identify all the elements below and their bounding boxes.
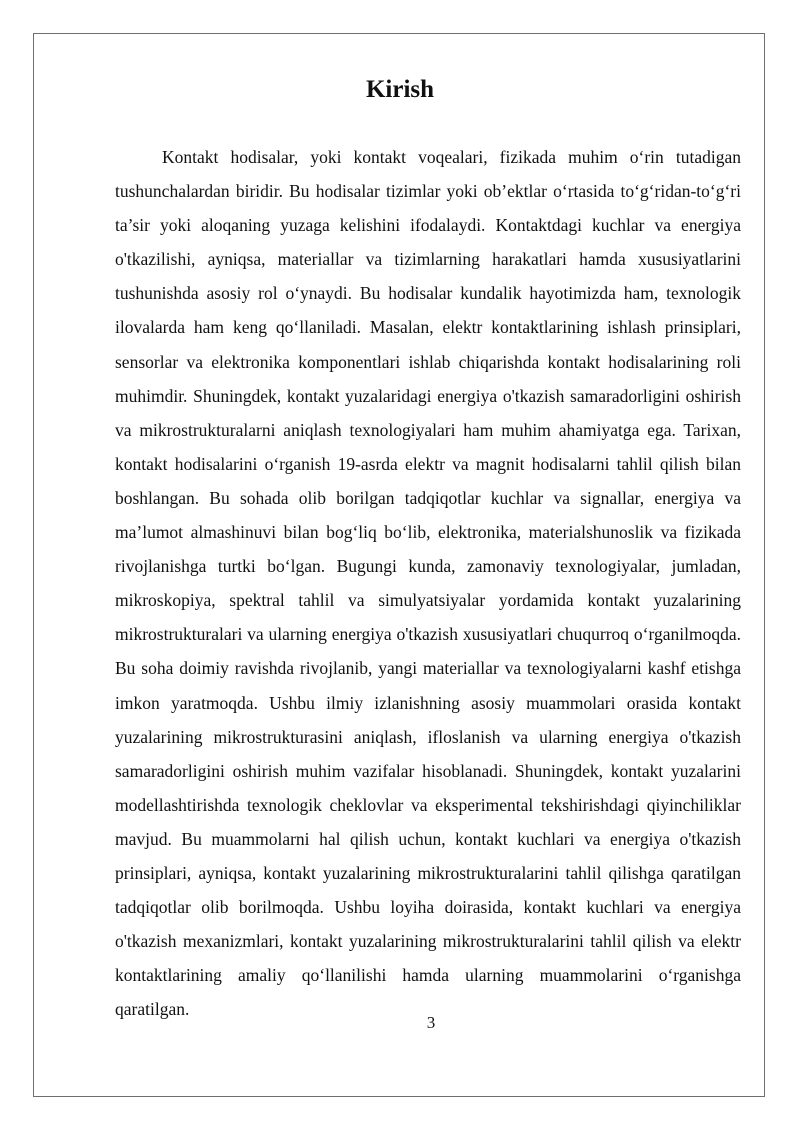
body-paragraph: Kontakt hodisalar, yoki kontakt voqealari, fizikada muhim o‘rin tutadigan tushunchalardan biridir. Bu hodisalar tizimlar yoki ob’ektlar o‘rtasida to‘g‘ridan-to‘g‘ri ta’sir yoki aloqaning yuzaga kelishini ifodalaydi. Kontaktdagi kuchlar va energiya o'tkazilishi, ayniqsa, materiallar va tizimlarning harakatlari hamda xususiyatlarini tushunishda asosiy rol o‘ynaydi. Bu hodisalar kundalik hayotimizda ham, texnologik ilovalarda ham keng qo‘llaniladi. Masalan, elektr kontaktlarining ishlash prinsiplari, sensorlar va elektronika komponentlari ishlab chiqarishda kontakt hodisalarining roli muhimdir. Shuningdek, kontakt yuzalaridagi energiya o'tkazish samaradorligini oshirish va mikrostrukturalarni aniqlash texnologiyalari ham muhim ahamiyatga ega. Tarixan, kontakt hodisalarini o‘rganish 19-asrda elektr va magnit hodisalarni tahlil qilish bilan boshlangan. Bu sohada olib borilgan tadqiqotlar kuchlar va signallar, energiya va ma’lumot almashinuvi bilan bog‘liq bo‘lib, elektronika, materialshunoslik va fizikada rivojlanishga turtki bo‘lgan. Bugungi kunda, zamonaviy texnologiyalar, jumladan, mikroskopiya, spektral tahlil va simulyatsiyalar yordamida kontakt yuzalarining mikrostrukturalari va ularning energiya o'tkazish xususiyatlari chuqurroq o‘rganilmoqda. Bu soha doimiy ravishda rivojlanib, yangi materiallar va texnologiyalarni kashf etishga imkon yaratmoqda. Ushbu ilmiy izlanishning asosiy muammolari orasida kontakt yuzalarining mikrostrukturasini aniqlash, ifloslanish va ularning energiya o'tkazish samaradorligini oshirish muhim vazifalar hisoblanadi. Shuningdek, kontakt yuzalarini modellashtirishda texnologik cheklovlar va eksperimental tekshirishdagi qiyinchiliklar mavjud. Bu muammolarni hal qilish uchun, kontakt kuchlari va energiya o'tkazish prinsiplari, ayniqsa, kontakt yuzalarining mikrostrukturalarini tahlil qilishga qaratilgan tadqiqotlar olib borilmoqda. Ushbu loyiha doirasida, kontakt kuchlari va energiya o'tkazish mexanizmlari, kontakt yuzalarining mikrostrukturalarini tahlil qilish va elektr kontaktlarining amaliy qo‘llanilishi hamda ularning muammolarini o‘rganishga qaratilgan. [115, 147, 741, 1020]
page-number: 3 [426, 1013, 436, 1032]
page-title: Kirish [365, 76, 435, 103]
